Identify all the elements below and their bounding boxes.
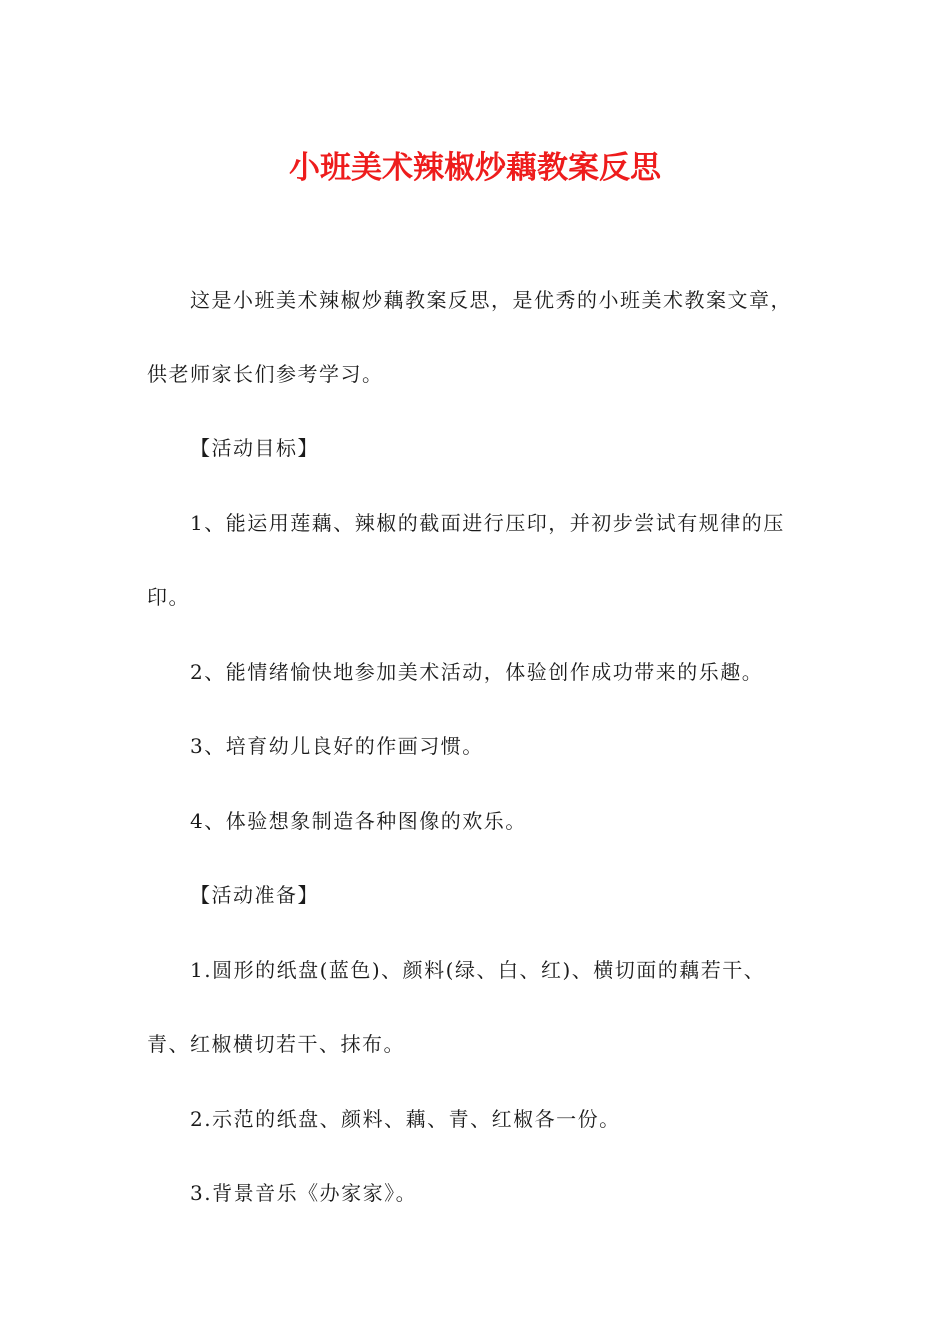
intro-line-2: 供老师家长们参考学习。 xyxy=(147,362,384,386)
section-heading-goals: 【活动目标】 xyxy=(190,436,319,460)
intro-line-1: 这是小班美术辣椒炒藕教案反思，是优秀的小班美术教案文章， xyxy=(190,288,792,312)
goal-1-line-1: 1、能运用莲藕、辣椒的截面进行压印，并初步尝试有规律的压 xyxy=(190,511,785,535)
prep-1-line-2: 青、红椒横切若干、抹布。 xyxy=(147,1032,405,1056)
document-title: 小班美术辣椒炒藕教案反思 xyxy=(289,150,661,186)
prep-2: 2.示范的纸盘、颜料、藕、青、红椒各一份。 xyxy=(190,1107,621,1131)
goal-2: 2、能情绪愉快地参加美术活动，体验创作成功带来的乐趣。 xyxy=(190,660,764,684)
section-heading-preparation: 【活动准备】 xyxy=(190,883,319,907)
goal-4: 4、体验想象制造各种图像的欢乐。 xyxy=(190,809,527,833)
prep-3: 3.背景音乐《办家家》。 xyxy=(190,1181,418,1205)
prep-1-line-1: 1.圆形的纸盘(蓝色)、颜料(绿、白、红)、横切面的藕若干、 xyxy=(190,958,766,982)
goal-3: 3、培育幼儿良好的作画习惯。 xyxy=(190,734,484,758)
goal-1-line-2: 印。 xyxy=(147,585,190,609)
